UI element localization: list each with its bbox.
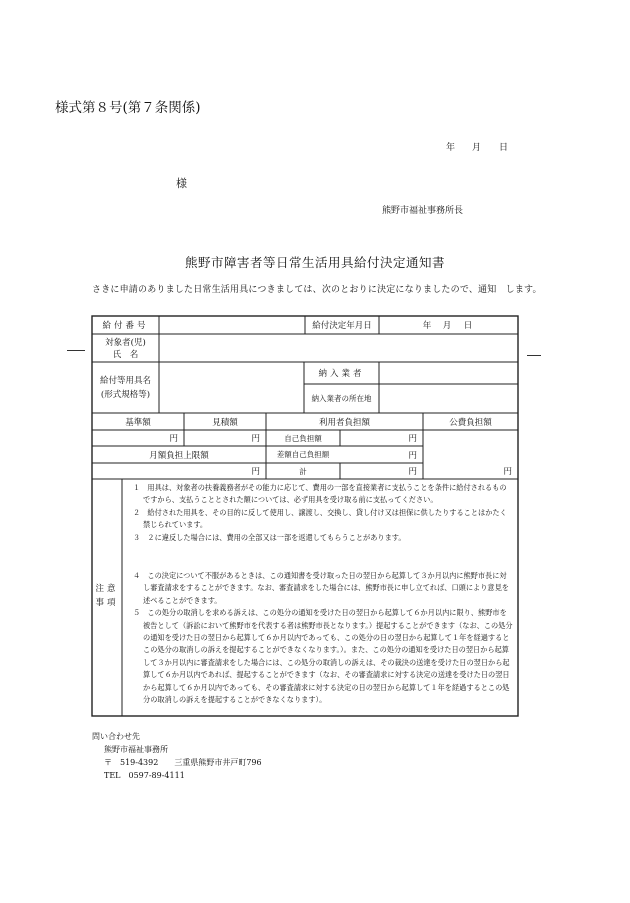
issuer-name: 熊野市福祉事務所長 [382, 206, 464, 216]
decision-date-label: 給付決定年月日 [312, 321, 372, 331]
monthly-limit-yen: 円 [251, 467, 260, 477]
notes-block-lower [133, 570, 513, 706]
total-yen: 円 [408, 467, 417, 477]
estimate-header: 見積額 [212, 417, 238, 428]
self-burden-label: 自己負担額 [284, 433, 322, 443]
contact-office: 熊野市福祉事務所 [104, 745, 168, 754]
recipient-label: 対象者(児) [105, 338, 146, 348]
date-day-label: 日 [499, 143, 509, 153]
contact-tel: TEL 0597-89-4111 [104, 771, 185, 780]
user-burden-header: 利用者負担額 [318, 417, 370, 428]
grant-number-label: 給付番号 [102, 321, 149, 331]
decision-date-month: 月 [442, 321, 452, 331]
decision-date-year: 年 [422, 321, 432, 331]
contact-address: 〒 519-4392 三重県熊野市井戸町796 [104, 758, 262, 767]
note-4: ４ この決定について不服があるときは、この通知書を受け取った日の翌日から起算して３か月以内に熊野市長に対し審査請求をすることができます。なお、審査請求をした場合には、熊野市長に申し立てれば、口頭により意見を述べることができます。 [133, 571, 509, 605]
total-label: 計 [299, 466, 307, 476]
notes-heading-2: 事項 [95, 598, 119, 608]
note-1: １ 用具は、対象者の扶養義務者がその能力に応じて、費用の一部を直接業者に支払うことを条件に給付されるものですから、支払うこととされた額については、必ず用具を受け取る前に支払ってください。 [133, 483, 507, 505]
date-month-label: 月 [472, 143, 482, 153]
supplier-address-label: 納入業者の所在地 [311, 394, 372, 403]
document-title: 熊野市障害者等日常生活用具給付決定通知書 [184, 255, 445, 270]
note-3: ３ ２に違反した場合には、費用の全部又は一部を返還してもらうことがあります。 [133, 532, 406, 542]
contact-heading: 問い合わせ先 [92, 732, 140, 741]
form-number: 様式第８号(第７条関係) [55, 100, 201, 116]
notes-heading-1: 注意 [95, 584, 119, 594]
base-amount-header: 基準額 [125, 417, 151, 428]
monthly-limit-label: 月額負担上限額 [149, 450, 209, 461]
item-spec-label: (形式規格等) [100, 389, 151, 400]
supplier-label: 納入業者 [318, 369, 365, 379]
addressee-suffix: 様 [176, 177, 187, 190]
public-burden-header: 公費負担額 [449, 417, 492, 428]
difference-self-label: 差額自己負担額 [276, 450, 330, 459]
intro-text: さきに申請のありました日常生活用具につきましては、次のとおりに決定になりましたので、通知 します。 [92, 285, 542, 295]
notes-block [133, 482, 513, 544]
note-5: ５ この処分の取消しを求める訴えは、この処分の通知を受けた日の翌日から起算して６か月以内に限り、熊野市を被告として（訴訟において熊野市を代表する者は熊野市長となります。）提起することができます（なお、この処分の通知を受けた日の翌日から起算して６か月以内であっても、この処分の日の翌日から起算して１年を経過するとこの処分の取消しの訴えを提起することができなくなります。）。また、この処分の通知を受けた日の翌日から起算して３か月以内に審査請求をした場合には、この処分の取消しの訴えは、その裁決の送達を受けた日の翌日から起算して６か月以内であれば、提起することができます（なお、その審査請求に対する決定の送達を受けた日の翌日から起算して６か月以内であっても、その審査請求に対する決定の日の翌日から起算して１年を経過するとこの処分の取消しの訴えを提起することができなくなります）。 [133, 608, 513, 705]
self-burden-yen: 円 [408, 434, 417, 444]
base-amount-yen: 円 [169, 434, 178, 444]
date-year-label: 年 [446, 143, 456, 153]
estimate-yen: 円 [251, 434, 260, 444]
difference-self-yen: 円 [408, 450, 417, 461]
item-name-label: 給付等用具名 [99, 375, 151, 386]
decision-date-day: 日 [463, 321, 473, 331]
recipient-name-label: 氏 名 [112, 350, 139, 360]
public-burden-yen: 円 [503, 467, 512, 477]
note-2: ２ 給付された用具を、その目的に反して使用し、譲渡し、交換し、貸し付け又は担保に供したりすることはかたく禁じられています。 [133, 507, 507, 530]
